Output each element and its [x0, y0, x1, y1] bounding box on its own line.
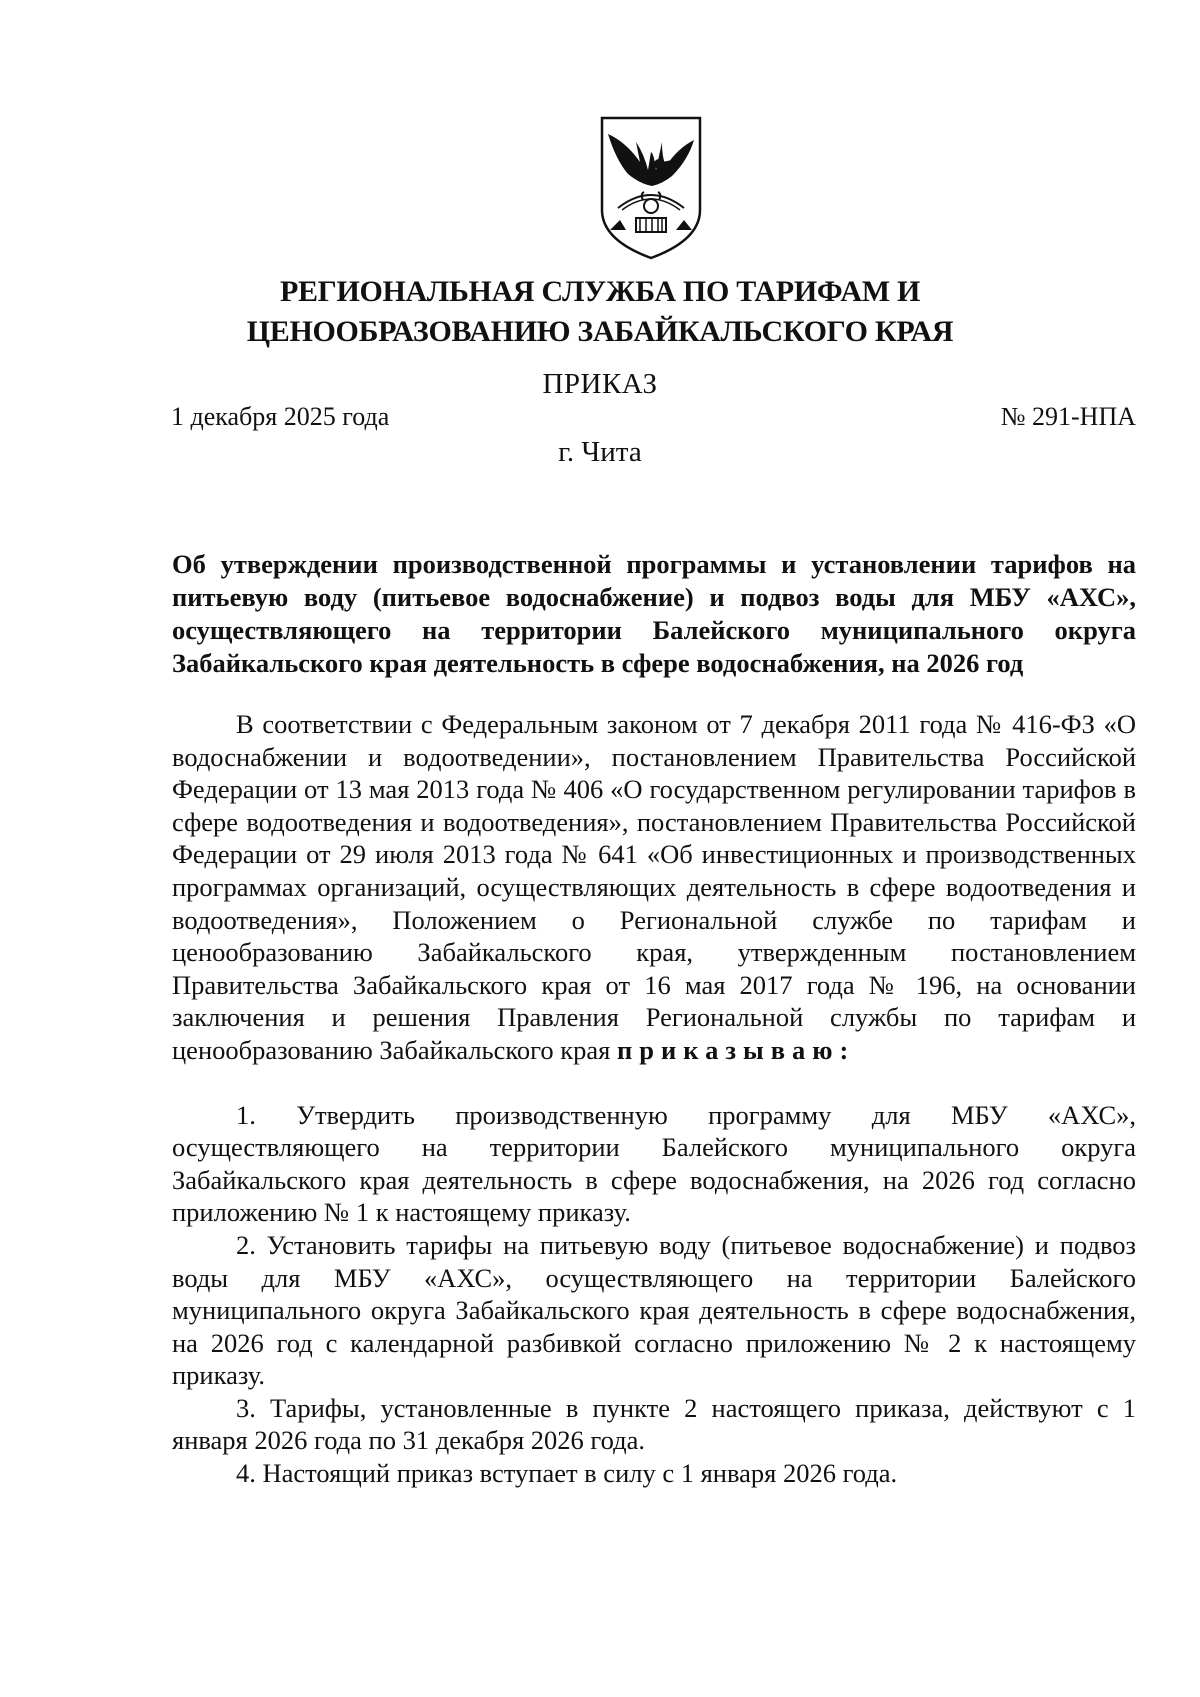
decree-word: приказываю: — [616, 1034, 856, 1065]
agency-name — [150, 272, 1050, 352]
order-item-3: 3. Тарифы, установленные в пункте 2 настоящего приказа, действуют с 1 января 2026 года по 31 декабря 2026 года. — [172, 1392, 1136, 1456]
coat-of-arms-emblem — [596, 112, 706, 262]
document-title: Об утверждении производственной программы и установлении тарифов на питьевую воду (питьевое водоснабжение) и подвоз воды для МБУ «АХС», осуществляющего на территории Балейского муниципального округа Забайкальского края деятельность в сфере водоснабжения, на 2026 год — [172, 549, 1136, 678]
order-item-4: 4. Настоящий приказ вступает в силу с 1 января 2026 года. — [236, 1458, 898, 1489]
document-body — [172, 708, 1136, 1490]
preamble-text: В соответствии с Федеральным законом от 7 декабря 2011 года № 416-ФЗ «О водоснабжении и водоотведении», постановлением Правительства Российской Федерации от 13 мая 2013 года № 406 «О государственном регулировании тарифов в сфере водоотведения и водоотведения», постановлением Правительства Российской Федерации от 29 июля 2013 года № 641 «Об инвестиционных и производственных программах организаций, осуществляющих деятельность в сфере водоотведения и водоотведения», Положением о Региональной службе по тарифам и ценообразованию Забайкальского края, утвержденным постановлением Правительства Забайкальского края от 16 мая 2017 года № 196, на основании заключения и решения Правления Региональной службы по тарифам и ценообразованию Забайкальского края — [172, 709, 1136, 1065]
order-item-2: 2. Установить тарифы на питьевую воду (питьевое водоснабжение) и подвоз воды для МБУ «АХС», осуществляющего на территории Балейского муниципального округа Забайкальского края деятельность в сфере водоснабжения, на 2026 год с календарной разбивкой согласно приложению № 2 к настоящему приказу. — [172, 1229, 1136, 1391]
preamble-paragraph — [172, 708, 1136, 1067]
document-date: 1 декабря 2025 года — [171, 402, 390, 431]
agency-name-line1: РЕГИОНАЛЬНАЯ СЛУЖБА ПО ТАРИФАМ И — [279, 275, 921, 308]
document-type: ПРИКАЗ — [542, 368, 658, 400]
document-number: № 291-НПА — [1000, 402, 1136, 431]
order-item-1: 1. Утвердить производственную программу для МБУ «АХС», осуществляющего на территории Балейского муниципального округа Забайкальского края деятельность в сфере водоснабжения, на 2026 год согласно приложению № 1 к настоящему приказу. — [172, 1099, 1136, 1228]
document-city: г. Чита — [558, 436, 642, 468]
agency-name-line2: ЦЕНООБРАЗОВАНИЮ ЗАБАЙКАЛЬСКОГО КРАЯ — [246, 315, 954, 348]
